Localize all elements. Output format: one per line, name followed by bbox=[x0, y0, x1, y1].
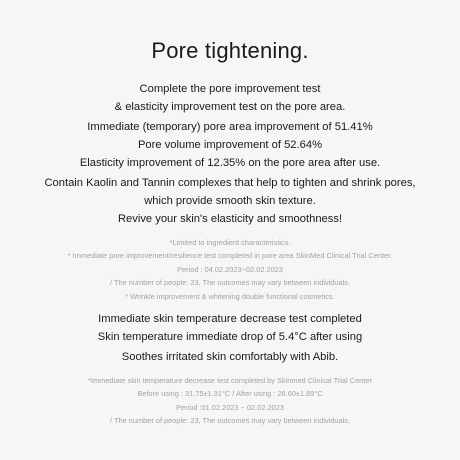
text-line: Complete the pore improvement test bbox=[139, 83, 321, 95]
revive-paragraph bbox=[0, 210, 460, 228]
text-line: Elasticity improvement of 12.35% on the pore area after use. bbox=[79, 157, 381, 169]
text-line: Contain Kaolin and Tannin complexes that help to tighten and shrink pores, bbox=[44, 177, 416, 189]
ingredients-paragraph bbox=[0, 174, 460, 210]
pore-test-paragraph bbox=[0, 80, 460, 116]
text-line: & elasticity improvement test on the pore area. bbox=[114, 101, 346, 113]
disclaimer-notes-2 bbox=[0, 374, 460, 428]
note-line: * Wrinkle improvement & whitening double functional cosmetics. bbox=[125, 291, 335, 301]
note-line: * Immediate pore improvement/resilience test completed in pore area SkinMed Clinical Trial Center. bbox=[67, 251, 393, 261]
page-title: Pore tightening. bbox=[151, 38, 309, 63]
note-line: Before using : 31.75±1.31°C / After using : 26.60±1.89°C bbox=[137, 389, 323, 399]
text-line: Immediate skin temperature decrease test completed bbox=[98, 313, 362, 325]
text-line: which provide smooth skin texture. bbox=[144, 195, 316, 207]
text-line: Pore volume improvement of 52.64% bbox=[137, 139, 323, 151]
note-line: *Immediate skin temperature decrease test completed by Skinmed Clinical Trial Center bbox=[88, 376, 372, 385]
text-line: Revive your skin's elasticity and smoothness! bbox=[117, 213, 343, 225]
text-line: Immediate (temporary) pore area improvement of 51.41% bbox=[87, 121, 373, 133]
note-line: Period :01.02.2023 ~ 02.02.2023 bbox=[176, 402, 284, 412]
note-line: / The number of people: 23, The outcomes may vary between individuals. bbox=[109, 416, 351, 426]
text-line: Soothes irritated skin comfortably with Abib. bbox=[121, 351, 339, 363]
disclaimer-notes-1 bbox=[0, 236, 460, 303]
note-line: *Limited to ingredient characteristics. bbox=[169, 238, 291, 247]
note-line: / The number of people: 23, The outcomes may vary between individuals. bbox=[109, 278, 351, 288]
soothes-paragraph bbox=[0, 348, 460, 366]
text-line: Skin temperature immediate drop of 5.4°C after using bbox=[97, 331, 363, 343]
improvement-stats-paragraph bbox=[0, 118, 460, 172]
note-line: Period : 04.02.2023~02.02.2023 bbox=[177, 264, 283, 274]
temperature-paragraph bbox=[0, 310, 460, 346]
